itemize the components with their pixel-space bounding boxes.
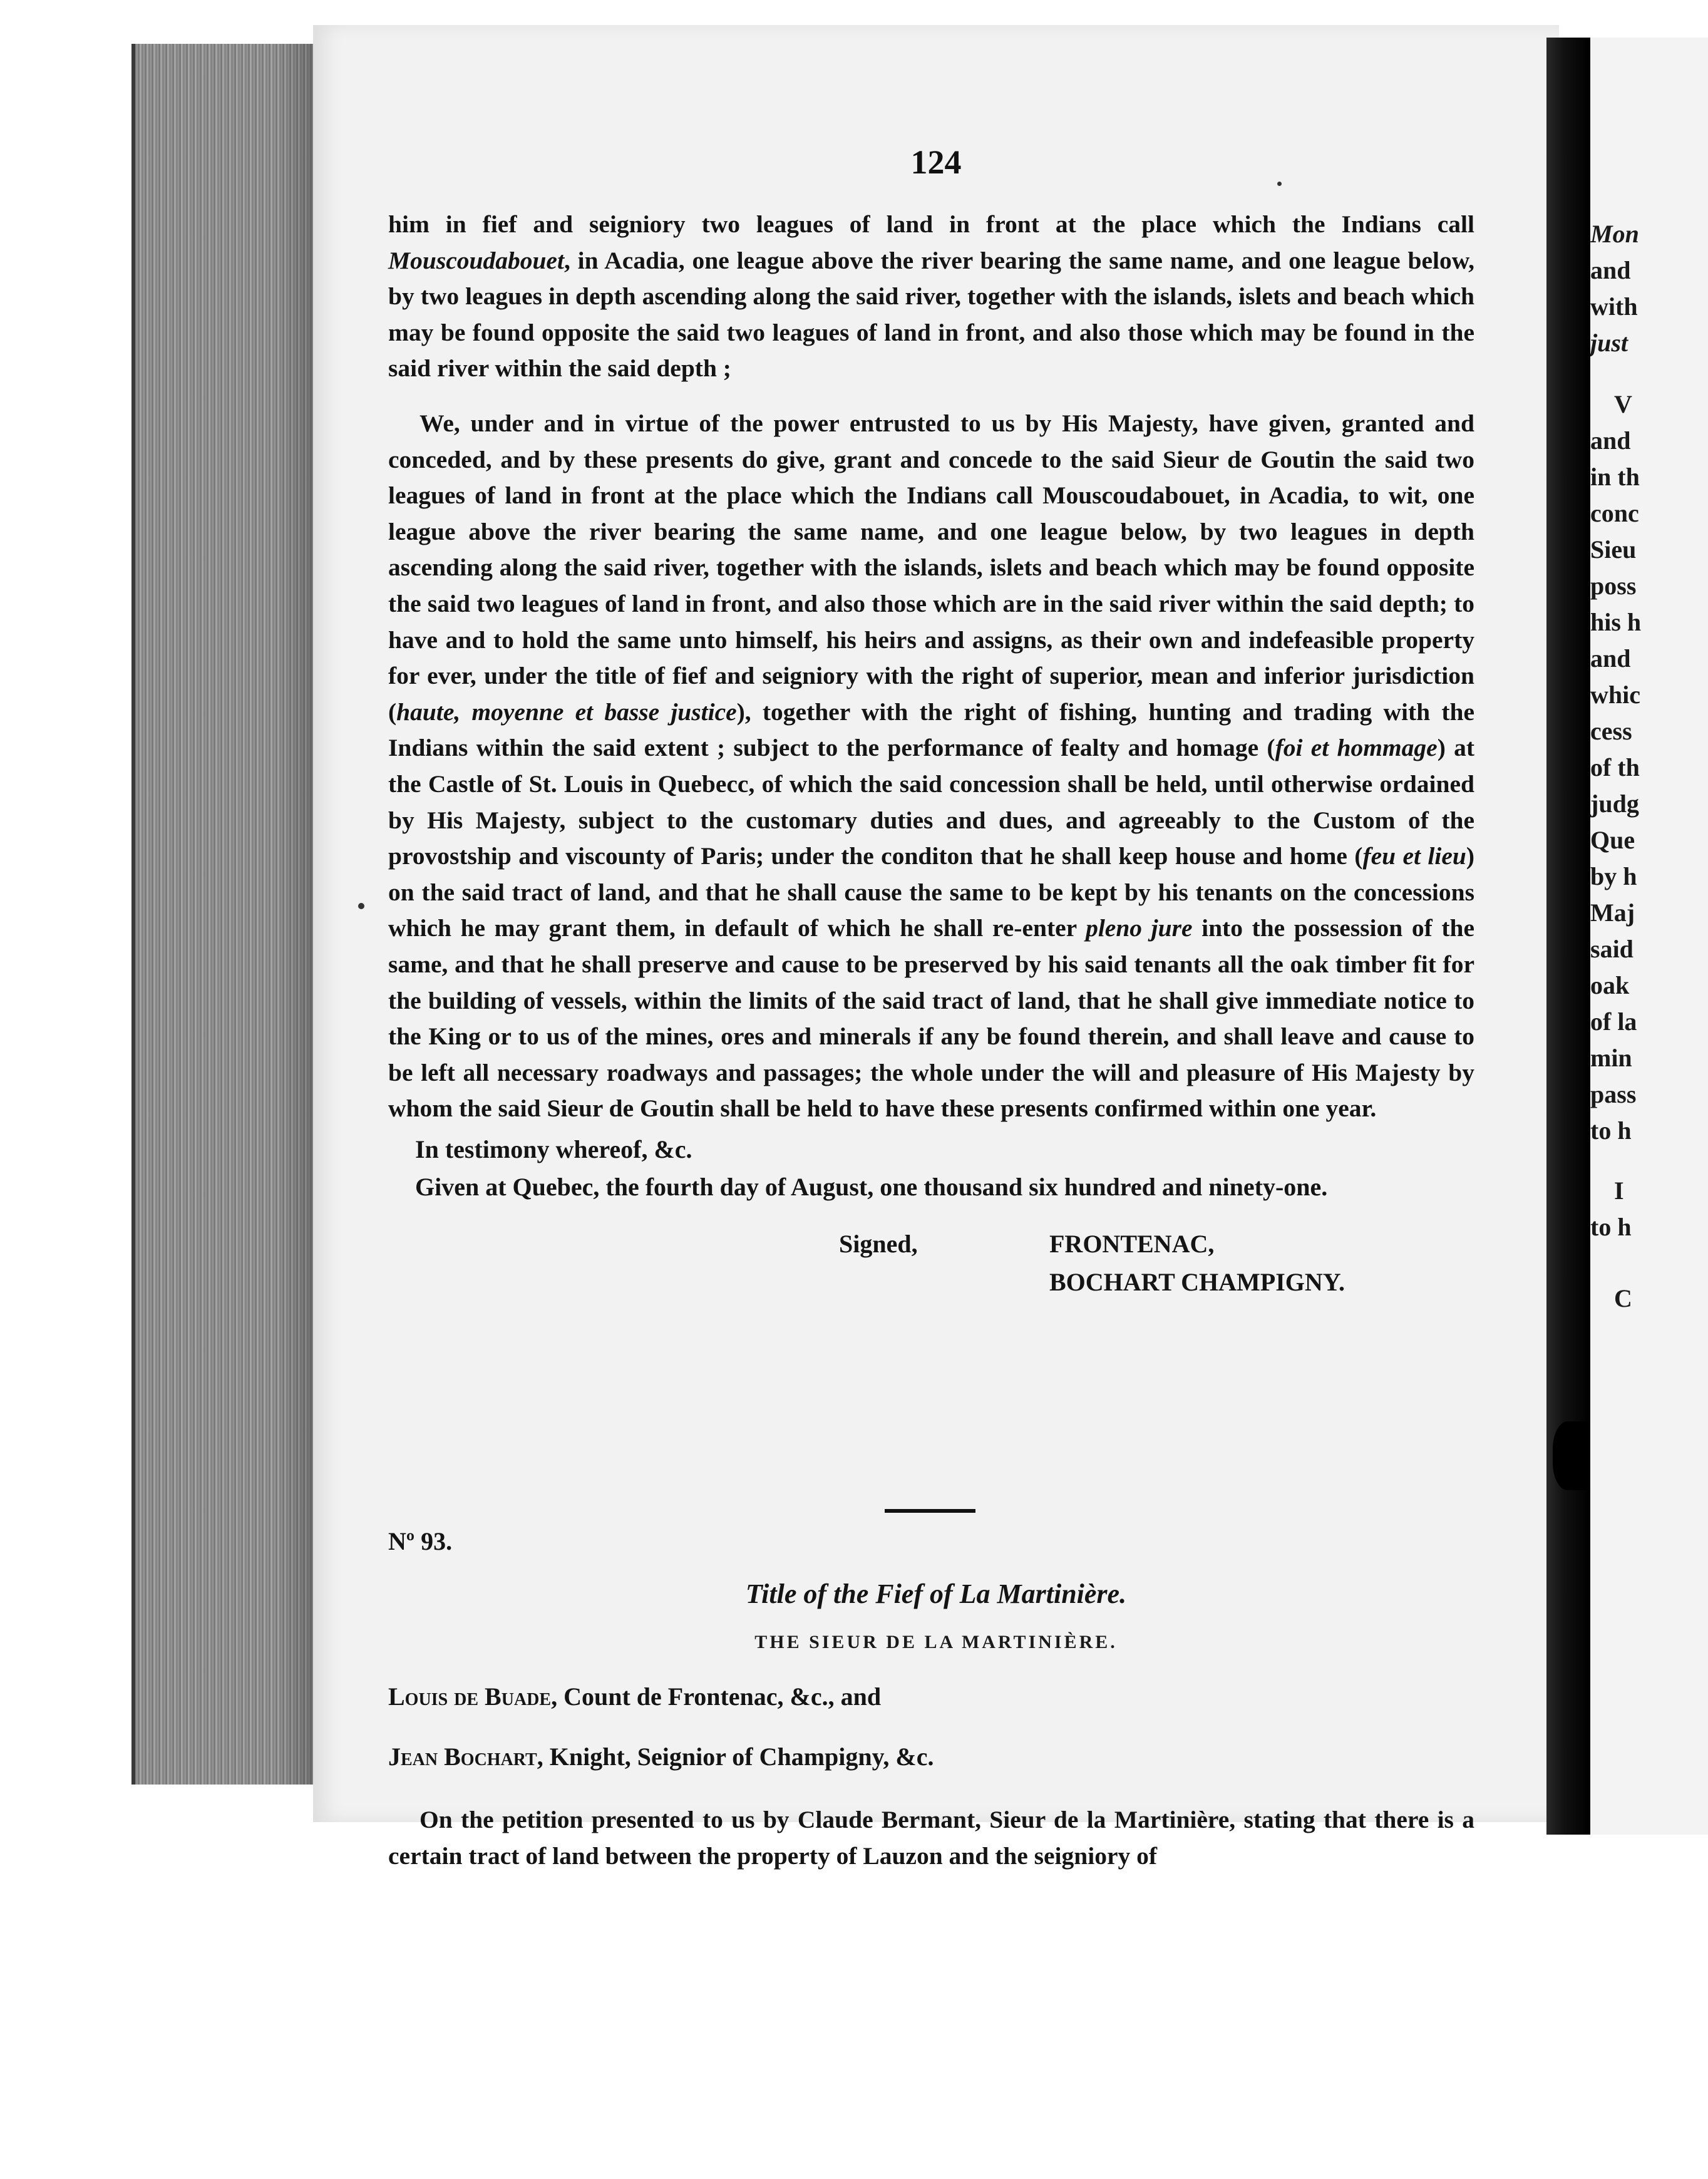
fragment-text: with: [1590, 292, 1638, 321]
fragment-text: Que: [1590, 826, 1635, 854]
fragment-text: I: [1614, 1177, 1624, 1205]
fragment-text: C: [1614, 1284, 1632, 1312]
paragraph-grant: [388, 406, 1474, 1127]
fragment-text: and: [1590, 256, 1631, 284]
fragment-text: conc: [1590, 499, 1639, 527]
text-run: ) on the said tract of land, and that he shall cause the same to be kept by his tenants on the concessions which he may grant them, in default of which he shall re-enter: [388, 842, 1475, 942]
adjacent-page: [1590, 38, 1708, 1835]
text-run: ) at the Castle of St. Louis in Quebecc, of which the said concession shall be held, until otherwise ordained by His Majesty, subject to the customary duties and dues, and agreeably to the Custom of the provostship and viscounty of Paris; under the conditon that he shall keep house and home (: [388, 734, 1475, 870]
fragment-text: said: [1590, 935, 1633, 963]
italic-term: foi et hommage: [1275, 734, 1438, 762]
spine-notch: [1553, 1421, 1590, 1490]
fragment-text: of th: [1590, 753, 1640, 781]
fragment-text: to h: [1590, 1116, 1632, 1145]
fragment-text: cess: [1590, 717, 1632, 745]
text-run: , Knight, Seignior of Champigny, &c.: [537, 1743, 934, 1771]
fragment-text: and: [1590, 644, 1631, 672]
fragment-text: whic: [1590, 681, 1640, 709]
grantor-line-louis: [388, 1682, 881, 1711]
fragment-text: poss: [1590, 572, 1637, 600]
document-number: Nº 93.: [388, 1527, 453, 1555]
signature-frontenac: FRONTENAC,: [1049, 1230, 1215, 1258]
paragraph-text: [388, 406, 1474, 1127]
paragraph-text: On the petition presented to us by Claude Bermant, Sieur de la Martinière, stating that there is a certain tract of land between the property of Lauzon and the seigniory of: [388, 1806, 1474, 1870]
fragment-text: V: [1614, 390, 1632, 418]
page-number: 124: [910, 143, 962, 181]
fragment-text: oak: [1590, 971, 1630, 999]
fragment-text: pass: [1590, 1080, 1637, 1108]
fragment-text: just: [1590, 329, 1628, 357]
grantor-name: Jean Bochart: [388, 1743, 537, 1771]
fragment-text: Maj: [1590, 899, 1635, 927]
grantee-heading: THE SIEUR DE LA MARTINIÈRE.: [754, 1632, 1118, 1652]
fragment-text: min: [1590, 1044, 1632, 1072]
margin-mark: [358, 903, 364, 909]
signed-label: Signed,: [839, 1230, 918, 1258]
fragment-text: in th: [1590, 463, 1640, 491]
fragment-text: and: [1590, 426, 1631, 455]
section-divider: [885, 1509, 975, 1513]
italic-term: haute, moyenne et basse justice: [396, 698, 737, 726]
italic-place-name: Mouscoudabouet: [388, 246, 564, 274]
given-line: Given at Quebec, the fourth day of August, one thousand six hundred and ninety-one.: [415, 1173, 1328, 1201]
italic-term: pleno jure: [1086, 914, 1193, 942]
document-title: Title of the Fief of La Martinière.: [745, 1579, 1127, 1609]
fragment-text: Mon: [1590, 220, 1639, 248]
margin-mark: [1277, 182, 1282, 186]
grantor-name: Louis de Buade: [388, 1682, 552, 1711]
text-run: him in fief and seigniory two leagues of land in front at the place which the Indians call: [388, 210, 1474, 238]
signature-champigny: BOCHART CHAMPIGNY.: [1049, 1268, 1345, 1296]
text-run: We, under and in virtue of the power entrusted to us by His Majesty, have given, granted and conceded, and by these presents do give, grant and concede to the said Sieur de Goutin the said two leagues of land in front at the place which the Indians call Mouscoudabouet, in Acadia, to wit, one league above the river bearing the same name, and one league below, by two leagues in depth ascending along the said river, together with the islands, islets and beach which may be found opposite the said two leagues of land in front, and also those which are in the said river within the said depth; to have and to hold the same unto himself, his heirs and assigns, as their own and indefeasible property for ever, under the title of fief and seigniory with the right of superior, mean and inferior jurisdiction (: [388, 410, 1474, 726]
text-run: ), together with the right of fishing, hunting and trading with the Indians within the said extent ; subject to the performance of fealty and homage (: [388, 698, 1474, 762]
text-run: , in Acadia, one league above the river bearing the same name, and one league below, by two leagues in depth ascending along the said river, together with the islands, islets and beach which may be found opposite the said two leagues of land in front, and also those which may be found in the said river within the said depth ;: [388, 246, 1474, 383]
fragment-text: by h: [1590, 862, 1637, 890]
fragment-text: Sieu: [1590, 535, 1637, 564]
book-spine-gutter: [1546, 38, 1590, 1835]
text-run: , Count de Frontenac, &c., and: [551, 1682, 882, 1711]
paragraph-continuation: [388, 207, 1474, 387]
italic-term: feu et lieu: [1362, 842, 1466, 870]
paragraph-petition: [388, 1802, 1474, 1874]
text-run: into the possession of the same, and that he shall preserve and cause to be preserved by his said tenants all the oak timber fit for the building of vessels, within the limits of the said tract of land, that he shall give immediate notice to the King or to us of the mines, ores and minerals if any be found therein, and shall leave and cause to be left all necessary roadways and passages; the whole under the will and pleasure of His Majesty by whom the said Sieur de Goutin shall be held to have these presents confirmed within one year.: [388, 914, 1474, 1123]
testimony-line: In testimony whereof, &c.: [415, 1135, 692, 1163]
grantor-line-jean: [388, 1742, 934, 1771]
fragment-text: judg: [1590, 790, 1639, 818]
fragment-text: to h: [1590, 1213, 1632, 1241]
fragment-text: his h: [1590, 608, 1642, 636]
fragment-text: of la: [1590, 1007, 1637, 1036]
paragraph-text: [388, 207, 1474, 387]
